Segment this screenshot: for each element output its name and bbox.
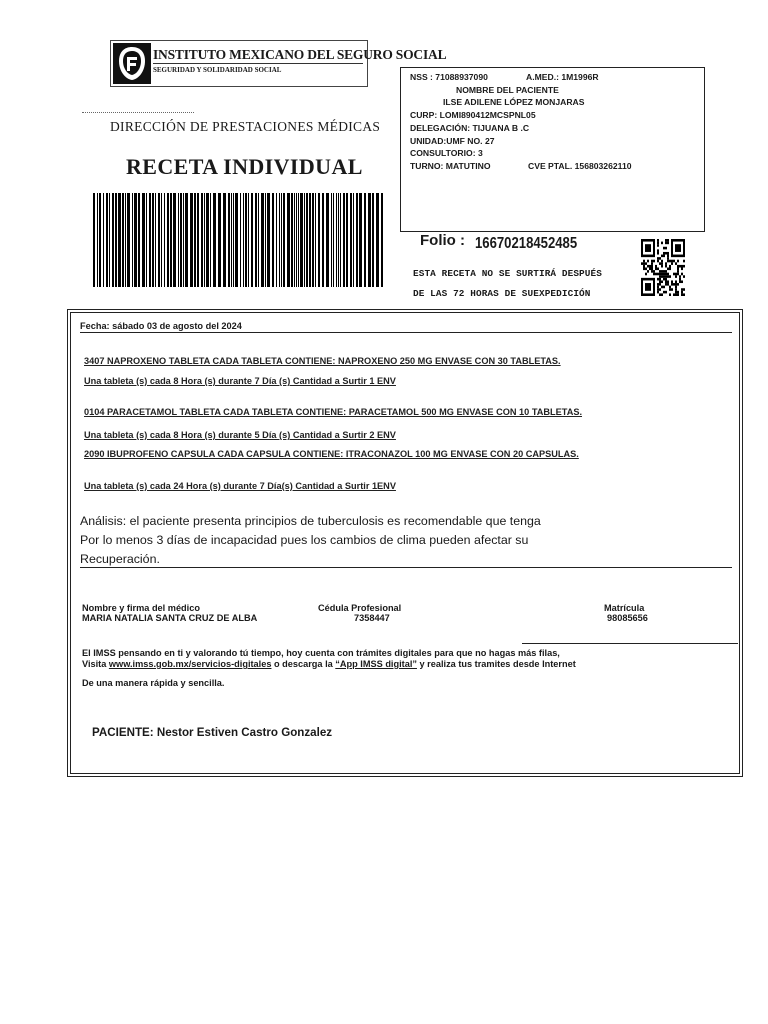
info-text: o descarga la xyxy=(271,659,336,669)
nss-field: NSS : 71088937090 xyxy=(410,72,488,82)
document-title: RECETA INDIVIDUAL xyxy=(126,154,363,179)
cve-ptal-field: CVE PTAL. 156803262110 xyxy=(528,160,632,171)
logo-title: INSTITUTO MEXICANO DEL SEGURO SOCIAL xyxy=(153,47,447,62)
direccion-heading: DIRECCIÓN DE PRESTACIONES MÉDICAS xyxy=(110,119,381,134)
analisis-underline xyxy=(80,567,732,568)
matricula-label: Matrícula xyxy=(604,603,645,613)
info-line-2 xyxy=(82,659,576,669)
medication-description: 3407 NAPROXENO TABLETA CADA TABLETA CONTIENE: NAPROXENO 250 MG ENVASE CON 30 TABLETAS. xyxy=(84,356,561,366)
cedula-label: Cédula Profesional xyxy=(318,603,402,613)
medication-dosage: Una tableta (s) cada 8 Hora (s) durante 7 Día (s) Cantidad a Surtir 1 ENV xyxy=(84,376,396,386)
patient-name: ILSE ADILENE LÓPEZ MONJARAS xyxy=(443,97,585,108)
folio-label: Folio : xyxy=(420,232,465,249)
matricula-number: 98085656 xyxy=(607,613,648,623)
imss-services-link[interactable]: www.imss.gob.mx/servicios-digitales xyxy=(108,659,272,669)
firma-label: Nombre y firma del médico xyxy=(82,603,200,613)
medication-dosage: Una tableta (s) cada 24 Hora (s) durante 7 Día(s) Cantidad a Surtir 1ENV xyxy=(84,481,396,491)
dotted-divider xyxy=(82,112,194,113)
logo-subtitle: SEGURIDAD Y SOLIDARIDAD SOCIAL xyxy=(153,66,282,74)
medication-dosage: Una tableta (s) cada 8 Hora (s) durante 5 Día (s) Cantidad a Surtir 2 ENV xyxy=(84,430,396,440)
imss-logo xyxy=(110,40,447,87)
patient-info-box xyxy=(400,67,705,232)
fecha: Fecha: sábado 03 de agosto del 2024 xyxy=(80,321,242,331)
logo-divider xyxy=(153,63,363,64)
delegacion-field: DELEGACIÓN: TIJUANA B .C xyxy=(410,122,530,133)
info-line-1: El IMSS pensando en ti y valorando tú tiempo, hoy cuenta con trámites digitales para que no hagas más filas, xyxy=(82,648,560,658)
warning-line-1: ESTA RECETA NO SE SURTIRÁ DESPUÉS xyxy=(413,268,602,279)
qr-code-image xyxy=(641,239,685,296)
fecha-underline xyxy=(80,332,732,333)
signature-line xyxy=(522,643,738,644)
warning-line-2: DE LAS 72 HORAS DE SUEXPEDICIÓN xyxy=(413,288,591,299)
paciente-name: PACIENTE: Nestor Estiven Castro Gonzalez xyxy=(92,726,333,739)
folio-number: 16670218452485 xyxy=(475,235,578,252)
cedula-number: 7358447 xyxy=(354,613,390,623)
imss-emblem-icon xyxy=(113,43,151,84)
analisis-line: Recuperación. xyxy=(80,552,160,566)
info-text: Visita xyxy=(82,659,109,669)
info-text: y realiza tus tramites desde Internet xyxy=(416,659,576,669)
turno-field: TURNO: MATUTINO xyxy=(410,160,491,171)
analisis-line: Análisis: el paciente presenta principios de tuberculosis es recomendable que tenga xyxy=(80,514,541,528)
consultorio-field: CONSULTORIO: 3 xyxy=(410,148,483,159)
barcode-image xyxy=(93,193,384,287)
medication-description: 0104 PARACETAMOL TABLETA CADA TABLETA CONTIENE: PARACETAMOL 500 MG ENVASE CON 10 TABLETAS. xyxy=(84,407,583,417)
patient-name-label: NOMBRE DEL PACIENTE xyxy=(456,84,559,95)
unidad-field: UNIDAD:UMF NO. 27 xyxy=(410,135,495,146)
curp-field: CURP: LOMI890412MCSPNL05 xyxy=(410,110,536,121)
app-imss-link[interactable]: “App IMSS digital” xyxy=(335,659,417,669)
analisis-line: Por lo menos 3 días de incapacidad pues los cambios de clima pueden afectar su xyxy=(80,533,529,547)
doctor-name: MARIA NATALIA SANTA CRUZ DE ALBA xyxy=(82,613,258,623)
medication-description: 2090 IBUPROFENO CAPSULA CADA CAPSULA CONTIENE: ITRACONAZOL 100 MG ENVASE CON 20 CAPSULAS. xyxy=(84,449,579,459)
amed-field: A.MED.: 1M1996R xyxy=(526,72,599,82)
info-line-3: De una manera rápida y sencilla. xyxy=(82,678,225,688)
